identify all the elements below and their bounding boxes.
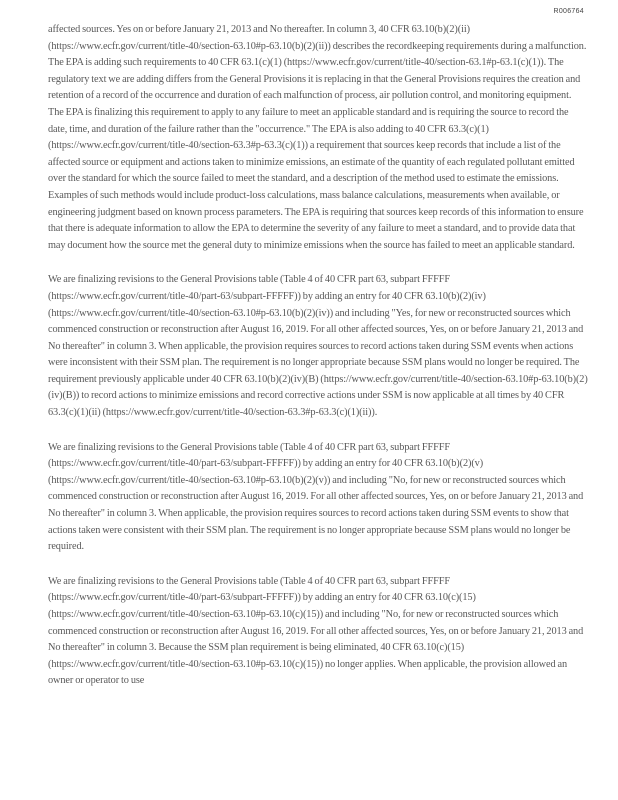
document-body (48, 22, 588, 690)
paragraph-4: We are finalizing revisions to the General Provisions table (Table 4 of 40 CFR part 63, subpart FFFFF (https://www.ecfr.gov/current/title-40/part-63/subpart-FFFFF)) by adding an entry for 40 CFR 63.10(c)(15) (https://www.ecfr.gov/current/title-40/section-63.10#p-63.10(c)(15)) and including "No, for new or reconstructed sources which commenced construction or reconstruction after August 16, 2019. For all other affected sources, Yes, on or before January 21, 2013 and No thereafter" in column 3. Because the SSM plan requirement is being eliminated, 40 CFR 63.10(c)(15) (https://www.ecfr.gov/current/title-40/section-63.10#p-63.10(c)(15)) no longer applies. When applicable, the provision allowed an owner or operator to use (48, 575, 584, 687)
paragraph-2: We are finalizing revisions to the General Provisions table (Table 4 of 40 CFR part 63, subpart FFFFF (https://www.ecfr.gov/current/title-40/part-63/subpart-FFFFF)) by adding an entry for 40 CFR 63.10(b)(2)(iv) (https://www.ecfr.gov/current/title-40/section-63.10#p-63.10(b)(2)(iv)) and including "Yes, for new or reconstructed sources which commenced construction or reconstruction after August 16, 2019. For all other affected sources, Yes, on or before January 21, 2013 and No thereafter" in column 3. When applicable, the provision requires sources to record actions taken during SSM events when actions were inconsistent with their SSM plan. The requirement is no longer appropriate because SSM plans would no longer be required. The requirement previously applicable under 40 CFR 63.10(b)(2)(iv)(B) (https://www.ecfr.gov/current/title-40/section-63.10#p-63.10(b)(2)(iv)(B)) to record actions to minimize emissions and record corrective actions under SSM is now applicable at all times by 40 CFR 63.3(c)(1)(ii) (https://www.ecfr.gov/current/title-40/section-63.3#p-63.3(c)(1)(ii)). (48, 274, 588, 419)
paragraph-1: affected sources. Yes on or before January 21, 2013 and No thereafter. In column 3, 40 CFR 63.10(b)(2)(ii) (https://www.ecfr.gov/current/title-40/section-63.10#p-63.10(b)(2)(ii)) describes the recordkeeping requirements during a malfunction. The EPA is adding such requirements to 40 CFR 63.1(c)(1) (https://www.ecfr.gov/current/title-40/section-63.1#p-63.1(c)(1)). The regulatory text we are adding differs from the General Provisions it is replacing in that the General Provisions requires the creation and retention of a record of the occurrence and duration of each malfunction of process, air pollution control, and monitoring equipment. The EPA is finalizing this requirement to apply to any failure to meet an applicable standard and is requiring the source to record the date, time, and duration of the failure rather than the "occurrence." The EPA is also adding to 40 CFR 63.3(c)(1) (https://www.ecfr.gov/current/title-40/section-63.3#p-63.3(c)(1)) a requirement that sources keep records that include a list of the affected source or equipment and actions taken to minimize emissions, an estimate of the quantity of each regulated pollutant emitted over the standard for which the source failed to meet the standard, and a description of the method used to estimate the emissions. Examples of such methods would include product-loss calculations, mass balance calculations, measurements when available, or engineering judgment based on known process parameters. The EPA is requiring that sources keep records of this information to ensure that there is adequate information to allow the EPA to determine the severity of any failure to meet a standard, and to provide data that may document how the source met the general duty to minimize emissions when the source has failed to meet an applicable standard. (48, 24, 587, 251)
page-id: R006764 (553, 8, 584, 15)
paragraph-3: We are finalizing revisions to the General Provisions table (Table 4 of 40 CFR part 63, subpart FFFFF (https://www.ecfr.gov/current/title-40/part-63/subpart-FFFFF)) by adding an entry for 40 CFR 63.10(b)(2)(v) (https://www.ecfr.gov/current/title-40/section-63.10#p-63.10(b)(2)(v)) and including "No, for new or reconstructed sources which commenced construction or reconstruction after August 16, 2019. For all other affected sources, Yes, on or before January 21, 2013 and No thereafter" in column 3. When applicable, the provision requires sources to record actions taken during SSM events to show that actions taken were consistent with their SSM plan. The requirement is no longer appropriate because SSM plans would no longer be required. (48, 441, 584, 553)
